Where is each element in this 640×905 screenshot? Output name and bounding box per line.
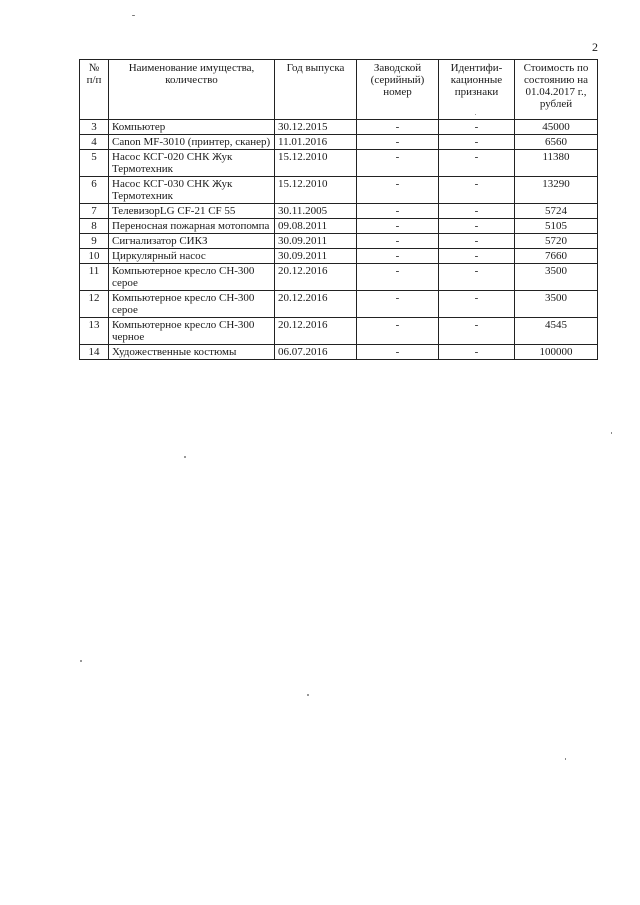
table-row <box>80 120 598 135</box>
scan-speck <box>475 114 476 115</box>
scan-speck <box>80 660 82 662</box>
cell-cost: 100000 <box>515 345 598 360</box>
header-year: Год выпуска <box>275 60 357 120</box>
cell-cost: 5720 <box>515 234 598 249</box>
cell-serial: - <box>357 135 439 150</box>
header-identifiers: Идентифи- кационные признаки <box>439 60 515 120</box>
cell-identifiers: - <box>439 135 515 150</box>
cell-name: Компьютерное кресло СН-300 серое <box>109 291 275 318</box>
cell-number: 10 <box>80 249 109 264</box>
cell-cost: 3500 <box>515 264 598 291</box>
cell-identifiers: - <box>439 219 515 234</box>
cell-identifiers: - <box>439 264 515 291</box>
cell-year: 15.12.2010 <box>275 150 357 177</box>
cell-year: 09.08.2011 <box>275 219 357 234</box>
cell-year: 20.12.2016 <box>275 318 357 345</box>
cell-year: 30.11.2005 <box>275 204 357 219</box>
cell-cost: 13290 <box>515 177 598 204</box>
cell-number: 4 <box>80 135 109 150</box>
table-row <box>80 291 598 318</box>
cell-name: Насос КСГ-020 СНК Жук Термотехник <box>109 150 275 177</box>
cell-year: 30.09.2011 <box>275 234 357 249</box>
cell-serial: - <box>357 291 439 318</box>
cell-cost: 3500 <box>515 291 598 318</box>
cell-cost: 4545 <box>515 318 598 345</box>
cell-number: 8 <box>80 219 109 234</box>
cell-serial: - <box>357 219 439 234</box>
scan-speck <box>565 758 566 760</box>
cell-serial: - <box>357 264 439 291</box>
cell-year: 30.09.2011 <box>275 249 357 264</box>
header-cost: Стоимость по состоянию на 01.04.2017 г., рублей <box>515 60 598 120</box>
header-serial: Заводской (серийный) номер <box>357 60 439 120</box>
table-row <box>80 204 598 219</box>
cell-year: 20.12.2016 <box>275 291 357 318</box>
cell-identifiers: - <box>439 249 515 264</box>
table-header-row <box>80 60 598 120</box>
cell-serial: - <box>357 204 439 219</box>
page-number: 2 <box>592 40 598 54</box>
cell-name: Компьютерное кресло СН-300 серое <box>109 264 275 291</box>
cell-name: Переносная пожарная мотопомпа <box>109 219 275 234</box>
cell-cost: 5724 <box>515 204 598 219</box>
cell-year: 06.07.2016 <box>275 345 357 360</box>
cell-name: Художественные костюмы <box>109 345 275 360</box>
cell-year: 11.01.2016 <box>275 135 357 150</box>
cell-serial: - <box>357 177 439 204</box>
cell-number: 3 <box>80 120 109 135</box>
cell-year: 20.12.2016 <box>275 264 357 291</box>
cell-serial: - <box>357 234 439 249</box>
cell-identifiers: - <box>439 234 515 249</box>
cell-cost: 5105 <box>515 219 598 234</box>
cell-year: 30.12.2015 <box>275 120 357 135</box>
cell-name: Циркулярный насос <box>109 249 275 264</box>
cell-identifiers: - <box>439 177 515 204</box>
property-table <box>79 59 598 360</box>
scan-speck <box>184 456 186 458</box>
cell-serial: - <box>357 318 439 345</box>
scan-speck <box>611 432 612 434</box>
cell-number: 11 <box>80 264 109 291</box>
cell-number: 6 <box>80 177 109 204</box>
cell-year: 15.12.2010 <box>275 177 357 204</box>
cell-name: Насос КСГ-030 СНК Жук Термотехник <box>109 177 275 204</box>
table-row <box>80 345 598 360</box>
table-row <box>80 177 598 204</box>
table-row <box>80 318 598 345</box>
cell-number: 5 <box>80 150 109 177</box>
cell-name: Компьютер <box>109 120 275 135</box>
cell-name: Сигнализатор СИКЗ <box>109 234 275 249</box>
cell-number: 13 <box>80 318 109 345</box>
cell-cost: 11380 <box>515 150 598 177</box>
cell-identifiers: - <box>439 204 515 219</box>
cell-identifiers: - <box>439 345 515 360</box>
cell-serial: - <box>357 249 439 264</box>
table-row <box>80 150 598 177</box>
cell-name: Компьютерное кресло СН-300 черное <box>109 318 275 345</box>
scan-speck <box>307 694 309 696</box>
table-row <box>80 249 598 264</box>
cell-identifiers: - <box>439 291 515 318</box>
cell-cost: 6560 <box>515 135 598 150</box>
scan-speck <box>132 15 135 16</box>
cell-identifiers: - <box>439 150 515 177</box>
cell-name: ТелевизорLG CF-21 CF 55 <box>109 204 275 219</box>
cell-identifiers: - <box>439 318 515 345</box>
table-row <box>80 234 598 249</box>
header-name: Наименование имущества, количество <box>109 60 275 120</box>
cell-number: 14 <box>80 345 109 360</box>
cell-serial: - <box>357 120 439 135</box>
cell-number: 7 <box>80 204 109 219</box>
cell-serial: - <box>357 150 439 177</box>
table-row <box>80 135 598 150</box>
cell-identifiers: - <box>439 120 515 135</box>
table-row <box>80 264 598 291</box>
cell-number: 12 <box>80 291 109 318</box>
cell-name: Canon MF-3010 (принтер, сканер) <box>109 135 275 150</box>
cell-number: 9 <box>80 234 109 249</box>
cell-serial: - <box>357 345 439 360</box>
table-row <box>80 219 598 234</box>
cell-cost: 45000 <box>515 120 598 135</box>
header-number: № п/п <box>80 60 109 120</box>
cell-cost: 7660 <box>515 249 598 264</box>
